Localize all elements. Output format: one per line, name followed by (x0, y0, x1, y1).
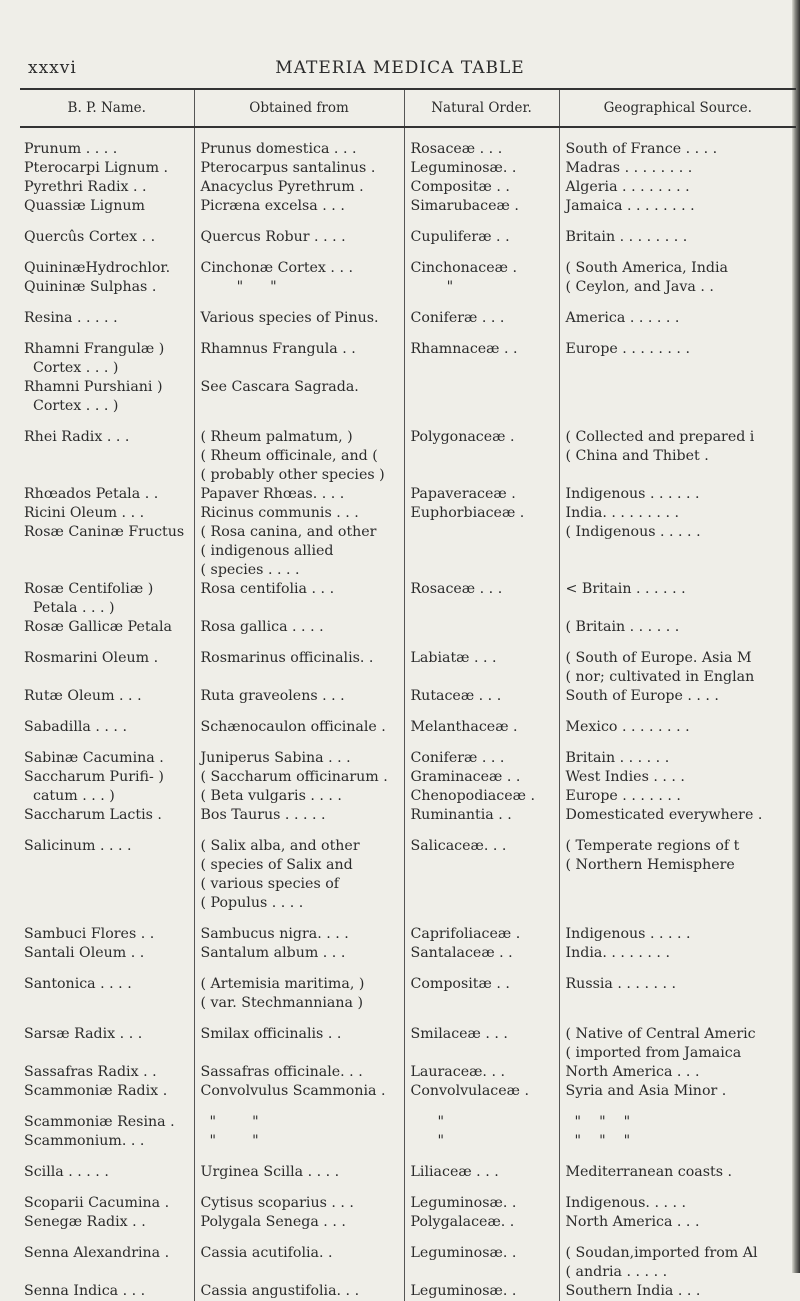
spacer-cell (404, 1182, 559, 1194)
geographical-source-cell: Madras . . . . . . . . (559, 159, 796, 178)
natural-order-cell: Compositæ . . (404, 178, 559, 197)
geographical-source-cell: Britain . . . . . . . . (559, 228, 796, 247)
natural-order-cell: Melanthaceæ . (404, 718, 559, 737)
spacer-row (20, 1232, 796, 1244)
geographical-source-cell (559, 378, 796, 416)
spacer-cell (20, 637, 194, 649)
spacer-row (20, 247, 796, 259)
spacer-cell (404, 1151, 559, 1163)
spacer-cell (194, 216, 404, 228)
table-row (20, 837, 796, 913)
natural-order-cell: Rosaceæ . . . (404, 580, 559, 618)
spacer-cell (194, 963, 404, 975)
table-row (20, 504, 796, 523)
obtained-from-cell: Sambucus nigra. . . . (194, 925, 404, 944)
table-row (20, 1282, 796, 1301)
drug-name-cell: Prunum . . . . (24, 141, 118, 157)
spacer-cell (194, 913, 404, 925)
obtained-from-cell: See Cascara Sagrada. (194, 378, 404, 416)
spacer-cell (404, 416, 559, 428)
geographical-source-cell: Algeria . . . . . . . . (559, 178, 796, 197)
spacer-cell (559, 1151, 796, 1163)
table-row (20, 768, 796, 806)
drug-name-cell: Resina . . . . . (24, 310, 118, 326)
spacer-cell (194, 416, 404, 428)
geographical-source-cell: ( Indigenous . . . . . (559, 523, 796, 580)
obtained-from-cell: Santalum album . . . (194, 944, 404, 963)
geographical-source-cell: ( South of Europe. Asia M ( nor; cultivated in Englan (559, 649, 796, 687)
table-row (20, 649, 796, 687)
spacer-cell (20, 1232, 194, 1244)
obtained-from-cell: Convolvulus Scammonia . (194, 1082, 404, 1101)
table-row (20, 1194, 796, 1213)
table-row (20, 1025, 796, 1063)
geographical-source-cell: Indigenous . . . . . . (559, 485, 796, 504)
page-title: MATERIA MEDICA TABLE (275, 58, 525, 78)
table-row (20, 485, 796, 504)
drug-name-cell: Senna Indica . . . (24, 1283, 146, 1299)
natural-order-cell: Salicaceæ. . . (404, 837, 559, 913)
spacer-cell (20, 216, 194, 228)
spacer-cell (404, 637, 559, 649)
obtained-from-cell: Pterocarpus santalinus . (194, 159, 404, 178)
drug-name-cell: Saccharum Lactis . (24, 807, 162, 823)
obtained-from-cell: Ruta graveolens . . . (194, 687, 404, 706)
spacer-cell (194, 825, 404, 837)
natural-order-cell: Liliaceæ . . . (404, 1163, 559, 1182)
drug-name-cell: Scammoniæ Resina . (24, 1114, 175, 1130)
geographical-source-cell: " " " (559, 1132, 796, 1151)
spacer-cell (20, 963, 194, 975)
natural-order-cell: Lauraceæ. . . (404, 1063, 559, 1082)
column-header-geographical-source: Geographical Source. (559, 89, 796, 127)
obtained-from-cell: Juniperus Sabina . . . (194, 749, 404, 768)
spacer-cell (559, 297, 796, 309)
spacer-cell (194, 706, 404, 718)
obtained-from-cell: Papaver Rhœas. . . . (194, 485, 404, 504)
natural-order-cell (404, 618, 559, 637)
spacer-cell (404, 247, 559, 259)
drug-name-cell: Rosæ Caninæ Fructus (24, 524, 185, 540)
drug-name-cell: Rosmarini Oleum . (24, 650, 159, 666)
geographical-source-cell: Syria and Asia Minor . (559, 1082, 796, 1101)
column-header-natural-order: Natural Order. (404, 89, 559, 127)
spacer-row (20, 706, 796, 718)
table-row (20, 178, 796, 197)
drug-name-cell: Rhei Radix . . . (24, 429, 130, 445)
obtained-from-cell: Prunus domestica . . . (194, 140, 404, 159)
natural-order-cell: Leguminosæ. . (404, 1244, 559, 1282)
drug-name-cell: Salicinum . . . . (24, 838, 132, 854)
table-row (20, 197, 796, 216)
table-row (20, 378, 796, 416)
obtained-from-cell: Various species of Pinus. (194, 309, 404, 328)
natural-order-cell: Cupuliferæ . . (404, 228, 559, 247)
drug-name-cell: Scammoniæ Radix . (24, 1083, 168, 1099)
spacer-cell (194, 297, 404, 309)
geographical-source-cell: Indigenous. . . . . (559, 1194, 796, 1213)
spacer-cell (559, 706, 796, 718)
drug-name-cell: Rhamni Purshiani ) Cortex . . . ) (24, 379, 163, 414)
natural-order-cell: Santalaceæ . . (404, 944, 559, 963)
spacer-cell (404, 913, 559, 925)
spacer-row (20, 1182, 796, 1194)
obtained-from-cell: ( Saccharum officinarum . ( Beta vulgaris . . . . (194, 768, 404, 806)
natural-order-cell: Convolvulaceæ . (404, 1082, 559, 1101)
geographical-source-cell: Domesticated everywhere . (559, 806, 796, 825)
geographical-source-cell: ( Native of Central Americ ( imported from Jamaica (559, 1025, 796, 1063)
geographical-source-cell: ( Temperate regions of t ( Northern Hemisphere (559, 837, 796, 913)
obtained-from-cell: Cassia acutifolia. . (194, 1244, 404, 1282)
natural-order-cell: Smilaceæ . . . (404, 1025, 559, 1063)
natural-order-cell: Compositæ . . (404, 975, 559, 1013)
spacer-cell (404, 127, 559, 140)
natural-order-cell (404, 378, 559, 416)
spacer-cell (20, 127, 194, 140)
natural-order-cell: Simarubaceæ . (404, 197, 559, 216)
spacer-cell (559, 1232, 796, 1244)
natural-order-cell: Euphorbiaceæ . (404, 504, 559, 523)
spacer-cell (20, 247, 194, 259)
drug-name-cell: Quercûs Cortex . . (24, 229, 156, 245)
table-row (20, 228, 796, 247)
obtained-from-cell: ( Rheum palmatum, ) ( Rheum officinale, and ( ( probably other species ) (194, 428, 404, 485)
table-row (20, 428, 796, 485)
spacer-row (20, 127, 796, 140)
obtained-from-cell: Ricinus communis . . . (194, 504, 404, 523)
spacer-row (20, 1101, 796, 1113)
spacer-cell (404, 737, 559, 749)
natural-order-cell: Leguminosæ. . (404, 1194, 559, 1213)
spacer-cell (20, 1151, 194, 1163)
table-row (20, 259, 796, 297)
spacer-cell (559, 913, 796, 925)
drug-name-cell: Quassiæ Lignum (24, 198, 145, 214)
table-row (20, 1244, 796, 1282)
obtained-from-cell: Anacyclus Pyrethrum . (194, 178, 404, 197)
obtained-from-cell: Picræna excelsa . . . (194, 197, 404, 216)
spacer-row (20, 216, 796, 228)
spacer-cell (404, 328, 559, 340)
spacer-cell (404, 297, 559, 309)
spacer-cell (194, 1232, 404, 1244)
natural-order-cell: " (404, 1132, 559, 1151)
drug-name-cell: Santali Oleum . . (24, 945, 145, 961)
table-row (20, 580, 796, 618)
geographical-source-cell: India. . . . . . . . . (559, 504, 796, 523)
obtained-from-cell: Rosa centifolia . . . (194, 580, 404, 618)
geographical-source-cell: ( Britain . . . . . . (559, 618, 796, 637)
natural-order-cell: Caprifoliaceæ . (404, 925, 559, 944)
geographical-source-cell: < Britain . . . . . . (559, 580, 796, 618)
drug-name-cell: Rhœados Petala . . (24, 486, 159, 502)
obtained-from-cell: Bos Taurus . . . . . (194, 806, 404, 825)
drug-name-cell: Ricini Oleum . . . (24, 505, 145, 521)
spacer-cell (20, 913, 194, 925)
geographical-source-cell: Russia . . . . . . . (559, 975, 796, 1013)
natural-order-cell: Rutaceæ . . . (404, 687, 559, 706)
spacer-cell (20, 706, 194, 718)
drug-name-cell: Pterocarpi Lignum . (24, 160, 169, 176)
drug-name-cell: Senna Alexandrina . (24, 1245, 170, 1261)
spacer-cell (194, 1182, 404, 1194)
drug-name-cell: Senegæ Radix . . (24, 1214, 146, 1230)
spacer-cell (20, 416, 194, 428)
geographical-source-cell: Jamaica . . . . . . . . (559, 197, 796, 216)
table-row (20, 340, 796, 378)
obtained-from-cell: Rosa gallica . . . . (194, 618, 404, 637)
spacer-cell (194, 328, 404, 340)
table-row (20, 718, 796, 737)
natural-order-cell: Labiatæ . . . (404, 649, 559, 687)
spacer-cell (20, 737, 194, 749)
spacer-cell (404, 825, 559, 837)
spacer-cell (404, 1101, 559, 1113)
table-row (20, 1163, 796, 1182)
obtained-from-cell: Rhamnus Frangula . . (194, 340, 404, 378)
natural-order-cell: Papaveraceæ . (404, 485, 559, 504)
geographical-source-cell: Indigenous . . . . . (559, 925, 796, 944)
spacer-cell (559, 1013, 796, 1025)
spacer-cell (194, 127, 404, 140)
geographical-source-cell: South of France . . . . (559, 140, 796, 159)
drug-name-cell: Sabadilla . . . . (24, 719, 127, 735)
drug-name-cell: Rhamni Frangulæ ) Cortex . . . ) (24, 341, 165, 376)
spacer-cell (559, 1182, 796, 1194)
spacer-cell (194, 737, 404, 749)
spacer-cell (20, 1182, 194, 1194)
drug-name-cell: Sarsæ Radix . . . (24, 1026, 143, 1042)
table-row (20, 159, 796, 178)
page-number: xxxvi (28, 58, 77, 78)
spacer-row (20, 297, 796, 309)
table-row (20, 975, 796, 1013)
table-row (20, 925, 796, 944)
table-row (20, 687, 796, 706)
natural-order-cell: Leguminosæ. . (404, 1282, 559, 1301)
geographical-source-cell: South of Europe . . . . (559, 687, 796, 706)
table-row (20, 1113, 796, 1132)
table-row (20, 140, 796, 159)
obtained-from-cell: Rosmarinus officinalis. . (194, 649, 404, 687)
obtained-from-cell: Sassafras officinale. . . (194, 1063, 404, 1082)
drug-name-cell: QuininæHydrochlor. Quininæ Sulphas . (24, 260, 171, 295)
spacer-row (20, 737, 796, 749)
table-row (20, 618, 796, 637)
spacer-cell (559, 963, 796, 975)
geographical-source-cell: North America . . . (559, 1063, 796, 1082)
spacer-cell (20, 1101, 194, 1113)
drug-name-cell: Pyrethri Radix . . (24, 179, 147, 195)
drug-name-cell: Scilla . . . . . (24, 1164, 109, 1180)
geographical-source-cell: Europe . . . . . . . . (559, 340, 796, 378)
spacer-cell (559, 247, 796, 259)
spacer-cell (194, 1013, 404, 1025)
spacer-cell (559, 737, 796, 749)
obtained-from-cell: Cinchonæ Cortex . . . " " (194, 259, 404, 297)
spacer-cell (194, 637, 404, 649)
geographical-source-cell: West Indies . . . . Europe . . . . . . . (559, 768, 796, 806)
table-row (20, 1213, 796, 1232)
table-row (20, 944, 796, 963)
table-row (20, 523, 796, 580)
obtained-from-cell: Smilax officinalis . . (194, 1025, 404, 1063)
column-header-obtained-from: Obtained from (194, 89, 404, 127)
geographical-source-cell: ( Soudan,imported from Al ( andria . . . . . (559, 1244, 796, 1282)
natural-order-cell: Polygonaceæ . (404, 428, 559, 485)
obtained-from-cell: ( Artemisia maritima, ) ( var. Stechmanniana ) (194, 975, 404, 1013)
spacer-cell (559, 637, 796, 649)
spacer-row (20, 416, 796, 428)
spacer-cell (404, 216, 559, 228)
spacer-cell (20, 297, 194, 309)
geographical-source-cell: Southern India . . . (559, 1282, 796, 1301)
natural-order-cell: Leguminosæ. . (404, 159, 559, 178)
spacer-cell (20, 1013, 194, 1025)
drug-name-cell: Rosæ Centifoliæ ) Petala . . . ) (24, 581, 154, 616)
obtained-from-cell: " " (194, 1132, 404, 1151)
spacer-cell (194, 247, 404, 259)
drug-name-cell: Scammonium. . . (24, 1133, 145, 1149)
spacer-row (20, 963, 796, 975)
natural-order-cell (404, 523, 559, 580)
spacer-cell (404, 1013, 559, 1025)
table-row (20, 1082, 796, 1101)
spacer-cell (559, 127, 796, 140)
drug-name-cell: Rutæ Oleum . . . (24, 688, 142, 704)
natural-order-cell: Cinchonaceæ . " (404, 259, 559, 297)
drug-name-cell: Sabinæ Cacumina . (24, 750, 164, 766)
natural-order-cell: Ruminantia . . (404, 806, 559, 825)
geographical-source-cell: North America . . . (559, 1213, 796, 1232)
spacer-cell (559, 216, 796, 228)
spacer-cell (404, 1232, 559, 1244)
drug-name-cell: Sambuci Flores . . (24, 926, 155, 942)
natural-order-cell: Polygalaceæ. . (404, 1213, 559, 1232)
table-row (20, 1132, 796, 1151)
obtained-from-cell: Polygala Senega . . . (194, 1213, 404, 1232)
natural-order-cell: Rosaceæ . . . (404, 140, 559, 159)
natural-order-cell: Coniferæ . . . (404, 309, 559, 328)
table-header-row (20, 89, 796, 127)
page-header (28, 58, 772, 86)
table-row (20, 1063, 796, 1082)
table-row (20, 309, 796, 328)
table-row (20, 806, 796, 825)
spacer-row (20, 1013, 796, 1025)
geographical-source-cell: " " " (559, 1113, 796, 1132)
geographical-source-cell: ( Collected and prepared i ( China and Thibet . (559, 428, 796, 485)
spacer-row (20, 328, 796, 340)
natural-order-cell: Graminaceæ . . Chenopodiaceæ . (404, 768, 559, 806)
drug-name-cell: Santonica . . . . (24, 976, 132, 992)
obtained-from-cell: Cassia angustifolia. . . (194, 1282, 404, 1301)
spacer-cell (559, 328, 796, 340)
spacer-cell (20, 328, 194, 340)
natural-order-cell: " (404, 1113, 559, 1132)
obtained-from-cell: ( Rosa canina, and other ( indigenous allied ( species . . . . (194, 523, 404, 580)
drug-name-cell: Scoparii Cacumina . (24, 1195, 170, 1211)
drug-name-cell: Rosæ Gallicæ Petala (24, 619, 173, 635)
spacer-cell (194, 1151, 404, 1163)
geographical-source-cell: Mexico . . . . . . . . (559, 718, 796, 737)
natural-order-cell: Coniferæ . . . (404, 749, 559, 768)
natural-order-cell: Rhamnaceæ . . (404, 340, 559, 378)
geographical-source-cell: India. . . . . . . . (559, 944, 796, 963)
obtained-from-cell: ( Salix alba, and other ( species of Salix and ( various species of ( Populus . . . . (194, 837, 404, 913)
geographical-source-cell: Britain . . . . . . (559, 749, 796, 768)
geographical-source-cell: ( South America, India ( Ceylon, and Java . . (559, 259, 796, 297)
spacer-cell (559, 1101, 796, 1113)
geographical-source-cell: America . . . . . . (559, 309, 796, 328)
obtained-from-cell: Urginea Scilla . . . . (194, 1163, 404, 1182)
spacer-cell (20, 825, 194, 837)
materia-medica-table (20, 88, 796, 1301)
column-header-bp-name: B. P. Name. (20, 89, 194, 127)
spacer-cell (559, 416, 796, 428)
drug-name-cell: Sassafras Radix . . (24, 1064, 157, 1080)
drug-name-cell: Saccharum Purifi- ) catum . . . ) (24, 769, 164, 804)
spacer-row (20, 637, 796, 649)
obtained-from-cell: Schænocaulon officinale . (194, 718, 404, 737)
spacer-cell (404, 706, 559, 718)
spacer-row (20, 825, 796, 837)
spacer-cell (404, 963, 559, 975)
spacer-cell (559, 825, 796, 837)
spacer-row (20, 913, 796, 925)
spacer-row (20, 1151, 796, 1163)
table-row (20, 749, 796, 768)
obtained-from-cell: Quercus Robur . . . . (194, 228, 404, 247)
geographical-source-cell: Mediterranean coasts . (559, 1163, 796, 1182)
spacer-cell (194, 1101, 404, 1113)
obtained-from-cell: " " (194, 1113, 404, 1132)
obtained-from-cell: Cytisus scoparius . . . (194, 1194, 404, 1213)
